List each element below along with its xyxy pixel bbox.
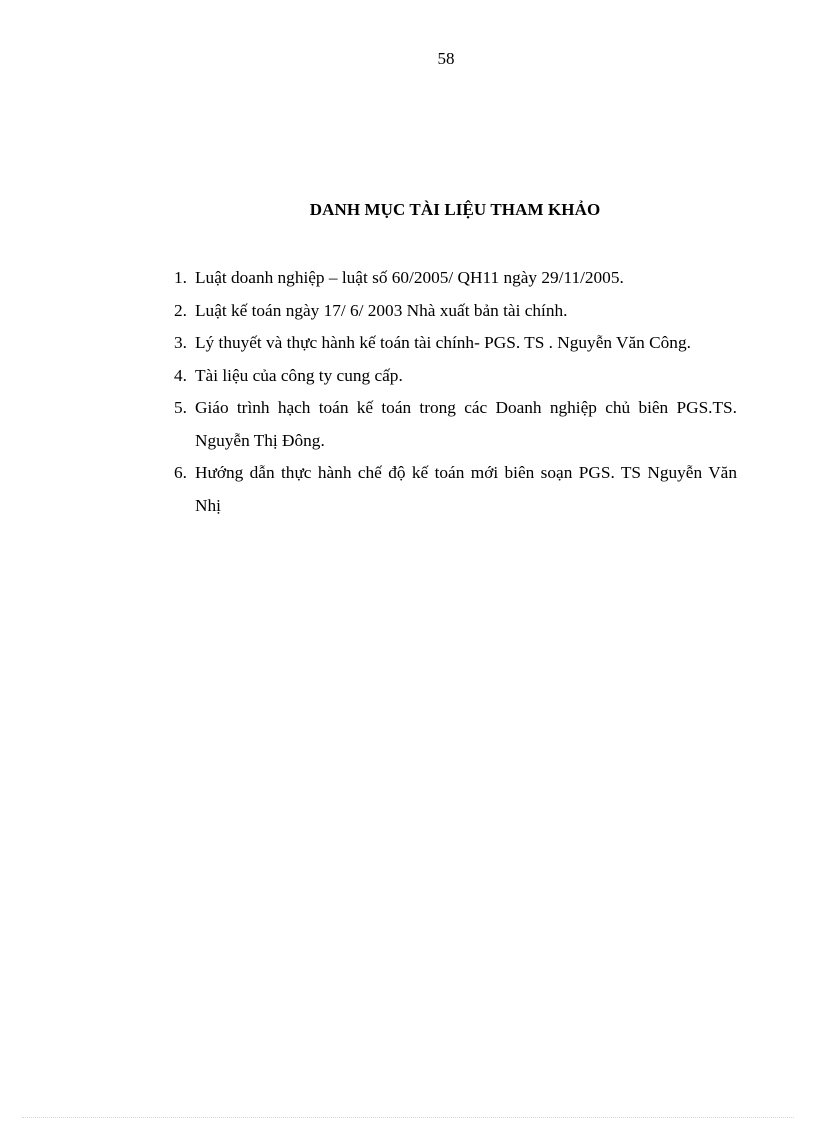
reference-text: Hướng dẫn thực hành chế độ kế toán mới biên soạn PGS. TS Nguyễn Văn Nhị (195, 463, 737, 515)
reference-item-1 (174, 262, 737, 295)
page-number (0, 48, 816, 70)
document-title: DANH MỤC TÀI LIỆU THAM KHẢO (309, 200, 601, 219)
reference-number: 3. (174, 333, 187, 352)
reference-number: 2. (174, 300, 187, 320)
reference-number: 4. (174, 365, 187, 385)
reference-number: 5. (174, 398, 187, 417)
reference-number: 6. (174, 463, 187, 482)
reference-text: Tài liệu của công ty cung cấp. (195, 365, 403, 385)
reference-text: Giáo trình hạch toán kế toán trong các Doanh nghiệp chủ biên PGS.TS. Nguyễn Thị Đông. (195, 398, 737, 450)
reference-list (174, 262, 737, 522)
reference-number: 1. (174, 268, 187, 287)
reference-item-3 (174, 327, 737, 360)
reference-text: Lý thuyết và thực hành kế toán tài chính- PGS. TS . Nguyễn Văn Công. (195, 333, 691, 352)
reference-text: Luật doanh nghiệp – luật số 60/2005/ QH11 ngày 29/11/2005. (195, 268, 624, 287)
reference-item-2 (174, 295, 737, 328)
page-number-text: 58 (437, 49, 455, 68)
page-bottom-divider (22, 1117, 794, 1118)
reference-text: Luật kế toán ngày 17/ 6/ 2003 Nhà xuất bản tài chính. (195, 300, 568, 320)
reference-item-5 (174, 392, 737, 457)
reference-item-4 (174, 360, 737, 393)
reference-item-6 (174, 457, 737, 522)
